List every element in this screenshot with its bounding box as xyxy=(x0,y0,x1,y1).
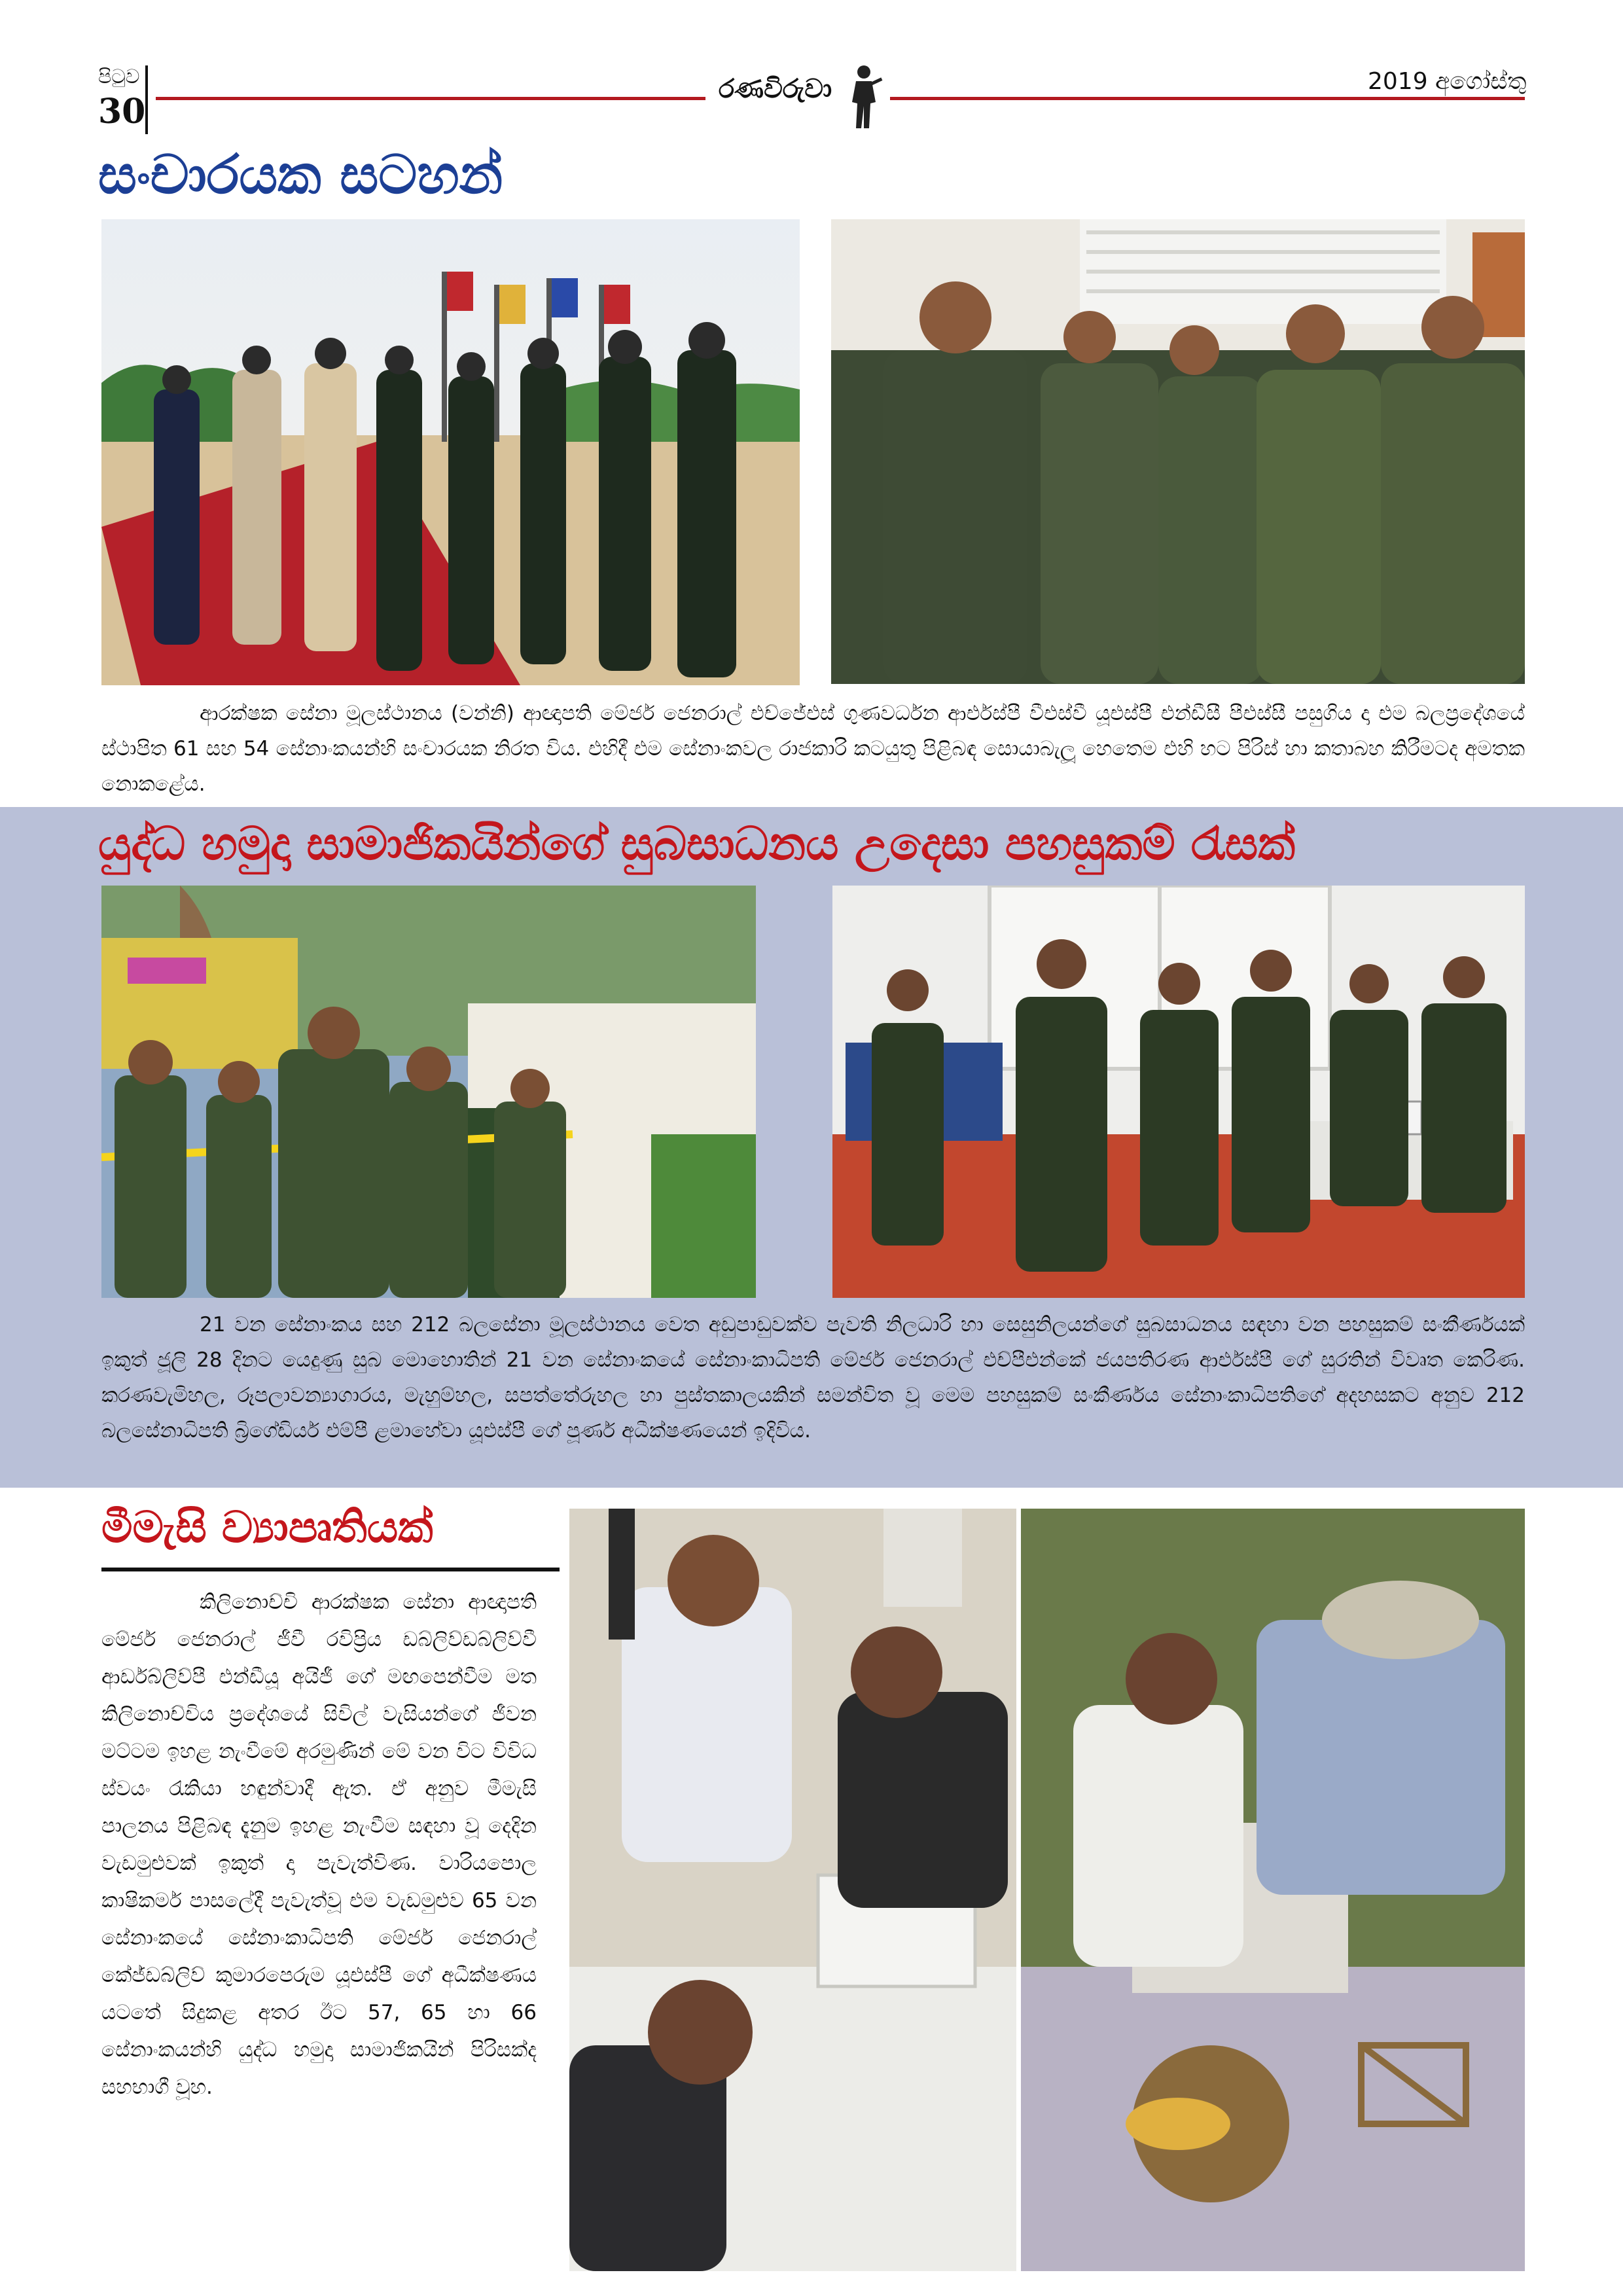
header-divider xyxy=(145,65,148,134)
parade-inspection-photo xyxy=(101,219,800,685)
article2-headline: යුද්ධ හමුදා සාමාජිකයින්ගේ සුබසාධනය උදෙසා පහසුකම් රැසක් xyxy=(98,817,1296,870)
page-label: පිටුව xyxy=(98,65,140,88)
ribbon-cutting-photo xyxy=(101,886,756,1298)
header-rule-left xyxy=(156,97,705,100)
soldier-icon xyxy=(844,63,883,132)
article3-rule xyxy=(101,1568,560,1571)
article3-body: කිලිනොච්චි ආරක්ෂක සේනා ආඥාපති මේජර් ජෙනරාල් ජීවී රවිප්‍රිය ඩබ්ලිව්ඩබ්ලිව්වී ආර්ඩබ්ලිව්පී එන්ඩීයූ අයිජී ගේ මඟපෙන්වීම මත කිලිනොච්චිය ප්‍රදේශයේ සිවිල් වැසියන්ගේ ජීවන මට්ටම ඉහළ නැංවීමේ අරමුණින් මේ වන විට විවිධ ස්වයං රැකියා හඳුන්වාදී ඇත. ඒ අනුව මීමැසි පාලනය පිළිබඳ දැනුම ඉහළ නැංවීම සඳහා වූ දෙදින වැඩමුළුවක් ඉකුත් දා පැවැත්විණ. වාරියපොල කාෂිකර්ම පාසලේදී පැවැත්වූ එම වැඩමුළුව 65 වන සේනාංකයේ සේනාංකාධිපති මේජර් ජෙනරාල් කේජ්ඩබ්ලිව් කුමාරපෙරුම යූඑස්පී ගේ අධීක්ෂණය යටතේ සිදුකළ අතර ඊට 57, 65 හා 66 සේනාංකයන්හි යුද්ධ හමුදා සාමාජිකයින් පිරිසක්ද සහභාගී වූහ. xyxy=(101,1590,537,2099)
issue-date: 2019 අගෝස්තු xyxy=(1368,68,1527,95)
masthead: රණවිරුවා xyxy=(719,73,832,104)
commander-with-soldiers-photo xyxy=(831,219,1525,684)
article3-headline: මීමැසි ව්‍යාපෘතියක් xyxy=(101,1502,433,1552)
beekeeping-workshop-photo-1 xyxy=(569,1509,1016,2271)
page-number: 30 xyxy=(98,92,146,132)
article1-headline: සංචාරයක සටහන් xyxy=(98,144,503,206)
header-rule-right xyxy=(890,97,1525,100)
article1-caption: ආරක්ෂක සේනා මූලස්ථානය (වන්නි) ආඥාපති මේජර් ජෙනරාල් එච්ජේඑස් ගුණවර්ධන ආර්එස්පී වීඑස්වී යූඑස්පී එන්ඩීසී පීඑස්සී පසුගිය දා එම බලප්‍රදේශයේ ස්ථාපිත 61 සහ 54 සේනාංකයන්හි සංචාරයක නිරත විය. එහිදී එම සේනාංකවල රාජකාරි කටයුතු පිළිබඳ සොයාබැලූ හෙතෙම එහි හට පිරිස් හා කතාබහ කිරීමටද අමතක නොකළේය. xyxy=(101,702,1525,796)
facility-inspection-photo xyxy=(832,886,1525,1298)
article2-caption: 21 වන සේනාංකය සහ 212 බලසේනා මූලස්ථානය වෙත අඩුපාඩුවක්ව පැවති නිලධාරි හා සෙසුනිලයන්ගේ සුබසාධනය සඳහා වන පහසුකම් සංකීර්ණයක් ඉකුත් ජූලි 28 දිනට යෙදුණු සුබ මොහොතින් 21 වන සේනාංකයේ සේනාංකාධිපති මේජර් ජෙනරාල් එච්පීඑන්කේ ජයපතිරණ ආර්එස්පී ගේ සුරතින් විවෘත කෙරිණ. කරණවැමිහල, රූපලාවන්‍යාගාරය, මැහුම්හල, සපත්තේරුහල හා පුස්තකාලයකින් සමන්විත වූ මෙම පහසුකම් සංකීර්ණය සේනාංකාධිපතිගේ අදහසකට අනුව 212 බලසේනාධිපති බ්‍රිගේඩියර් එම්පී ළමාහේවා යූඑස්පී ගේ පූර්ණ අධීක්ෂණයෙන් ඉදිවිය. xyxy=(101,1313,1525,1443)
beekeeping-workshop-photo-2 xyxy=(1021,1509,1525,2271)
